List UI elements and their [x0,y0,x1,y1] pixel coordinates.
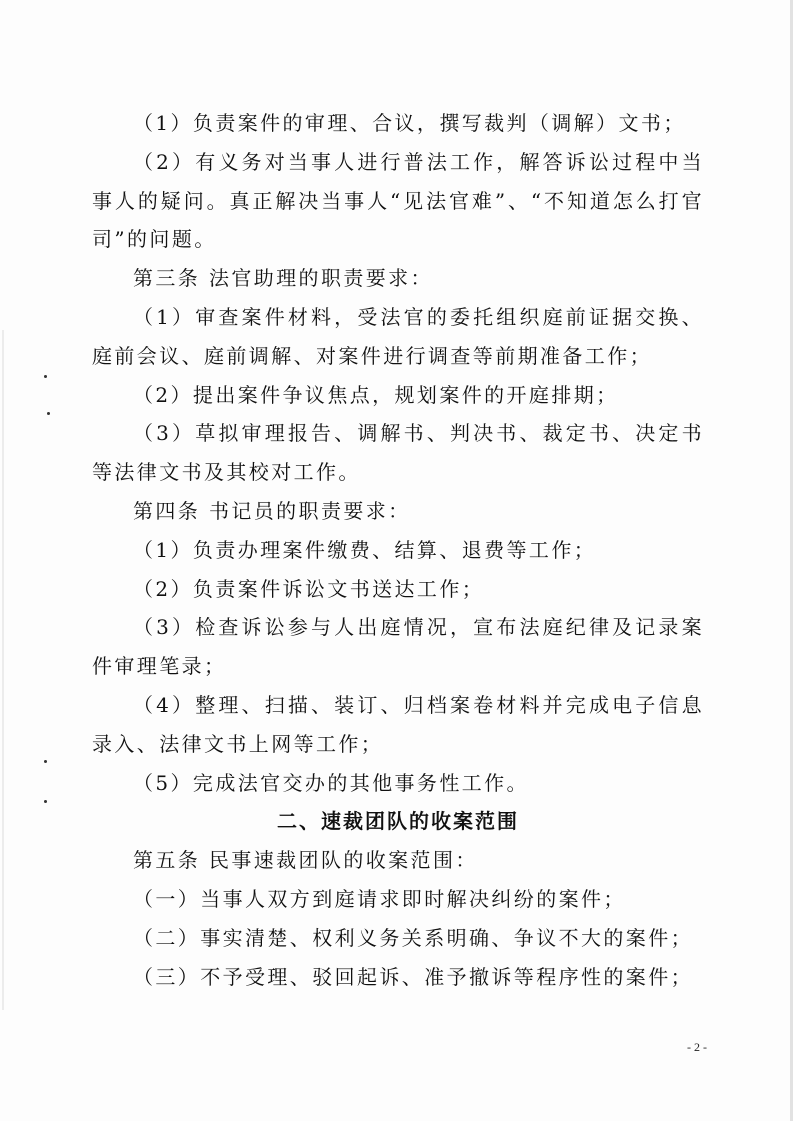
list-item: （1）负责办理案件缴费、结算、退费等工作； [133,537,597,562]
scan-speck [44,760,47,763]
section-heading: 二、速裁团队的收案范围 [277,809,519,834]
list-item: （4）整理、扫描、装订、归档案卷材料并完成电子信息录入、法律文书上网等工作； [92,692,704,756]
page-number: - 2 - [687,1040,707,1054]
list-item: （2）有义务对当事人进行普法工作，解答诉讼过程中当事人的疑问。真正解决当事人“见法官难”、“不知道怎么打官司”的问题。 [92,149,704,252]
scan-speck [47,412,50,415]
list-item: （2）提出案件争议焦点，规划案件的开庭排期； [133,382,619,407]
list-item: （3）草拟审理报告、调解书、判决书、裁定书、决定书等法律文书及其校对工作。 [92,421,704,485]
article-heading: 第四条 书记员的职责要求： [133,498,411,523]
scan-edge-left [2,330,4,1010]
list-item: （三）不予受理、驳回起诉、准予撤诉等程序性的案件； [133,964,693,989]
scan-speck [44,800,47,803]
list-item: （2）负责案件诉讼文书送达工作； [133,576,485,601]
list-item: （1）审查案件材料，受法官的委托组织庭前证据交换、庭前会议、庭前调解、对案件进行调查等前期准备工作； [92,304,704,368]
scan-speck [44,375,47,378]
list-item: （一）当事人双方到庭请求即时解决纠纷的案件； [133,886,626,911]
list-item: （3）检查诉讼参与人出庭情况，宣布法庭纪律及记录案件审理笔录； [92,615,704,679]
document-body [92,104,704,996]
article-heading: 第三条 法官助理的职责要求： [133,266,433,291]
list-item: （1）负责案件的审理、合议，撰写裁判（调解）文书； [133,111,686,135]
article-heading: 第五条 民事速裁团队的收案范围： [133,848,478,873]
list-item: （二）事实清楚、权利义务关系明确、争议不大的案件； [133,925,693,950]
list-item: （5）完成法官交办的其他事务性工作。 [133,770,529,795]
